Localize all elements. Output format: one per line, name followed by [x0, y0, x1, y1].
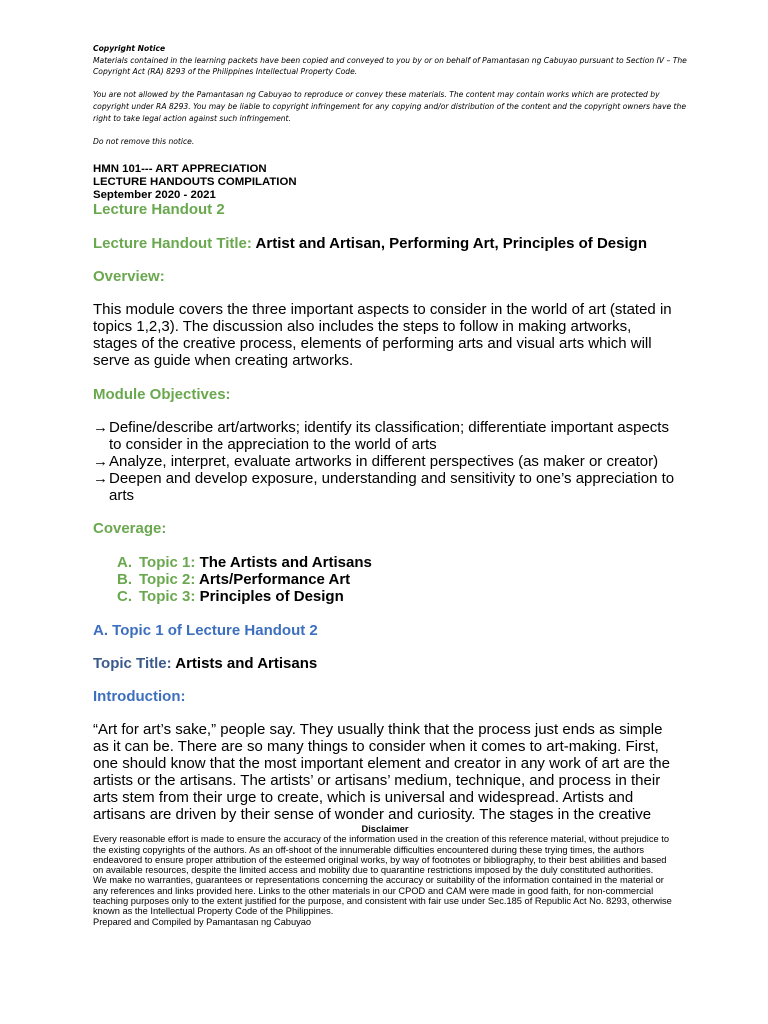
overview-text [93, 301, 678, 369]
arrow-icon: → [93, 453, 108, 470]
coverage-heading: Coverage: [93, 520, 167, 537]
coverage-item: B. Topic 2: Arts/Performance Art [117, 571, 351, 588]
arrow-icon: → [93, 470, 108, 487]
coverage-item: A. Topic 1: The Artists and Artisans [117, 554, 372, 571]
disclaimer-paragraph-2: We make no warranties, guarantees or representations concerning the accuracy or suitability of the information contained in the material or any references and links provided here. Links to the other materials in our CPOD and CAM were made in good faith, for non-commercial teaching purposes only to the extent justified for the purpose, and consistent with fair use under Sec.185 of Republic Act No. 8293, otherwise known as the Intellectual Property Code of the Philippines. [93, 875, 672, 917]
objective-item: →Define/describe art/artworks; identify its classification; differentiate important aspects to consider in the appreciation to the world of arts [93, 419, 669, 453]
introduction-text [93, 721, 678, 823]
disclaimer-title: Disclaimer [361, 824, 409, 834]
copyright-title: Copyright Notice [93, 44, 166, 53]
objectives-heading: Module Objectives: [93, 386, 231, 403]
copyright-paragraph-1: Materials contained in the learning packets have been copied and conveyed to you by or on behalf of Pamantasan ng Cabuyao pursuant to Section IV – The Copyright Act (RA) 8293 of the Philippines Intellectual Property Code. [93, 55, 687, 77]
copyright-paragraph-2: You are not allowed by the Pamantasan ng Cabuyao to reproduce or convey these materials. The content may contain works which are protected by copyright under RA 8293. You may be liable to copyright infringement for any copying and/or distribution of the content and the copyright owners have the right to take legal action against such infringement. [93, 90, 686, 123]
introduction-heading: Introduction: [93, 688, 186, 705]
course-compilation: LECTURE HANDOUTS COMPILATION [93, 176, 297, 188]
arrow-icon: → [93, 419, 108, 436]
overview-paragraph: This module covers the three important aspects to consider in the world of art (stated in topics 1,2,3). The discussion also includes the steps to follow in making artworks, stages of the creative process, elements of performing arts and visual arts which will serve as guide when creating artworks. [93, 301, 672, 369]
disclaimer-prepared: Prepared and Compiled by Pamantasan ng Cabuyao [93, 916, 312, 927]
introduction-paragraph: “Art for art’s sake,” people say. They usually think that the process just ends as simple as it can be. There are so many things to consider when it comes to art-making. First, one should know that the most important element and creator in any work of art are the artists or the artisans. The artists’ or artisans’ medium, technique, and process in their arts stem from their urge to create, which is universal and widespread. Artists and artisans are driven by their sense of wonder and curiosity. The stages in the creative [93, 721, 670, 823]
handout-label: Lecture Handout 2 [93, 201, 225, 218]
course-header [93, 163, 297, 202]
objective-item: →Analyze, interpret, evaluate artworks in different perspectives (as maker or creator) [93, 453, 659, 470]
course-code: HMN 101--- ART APPRECIATION [93, 163, 267, 175]
coverage-item: C. Topic 3: Principles of Design [117, 588, 344, 605]
topic-title-value: Artists and Artisans [175, 655, 318, 672]
handout-title-value: Artist and Artisan, Performing Art, Principles of Design [255, 235, 647, 252]
copyright-notice [93, 43, 693, 147]
topic-title-label: Topic Title: [93, 655, 172, 672]
disclaimer-paragraph-1: Every reasonable effort is made to ensure the accuracy of the information used in the creation of this reference material, without prejudice to the existing copyrights of the authors. As an off-shoot of the innumerable difficulties encountered during these trying times, the authors endeavored to ensure proper attribution of the esteemed original works, by way of footnotes or bibliography, to their best abilities and based on available resources, despite the limited access and mobility due to quarantine restrictions imposed by the duly constituted authorities. [93, 834, 670, 876]
coverage-list [117, 554, 372, 605]
course-term: September 2020 - 2021 [93, 189, 216, 201]
handout-title-line [93, 235, 647, 252]
handout-title-label: Lecture Handout Title: [93, 235, 252, 252]
topic-title-line [93, 655, 317, 672]
overview-heading: Overview: [93, 268, 165, 285]
copyright-paragraph-3: Do not remove this notice. [93, 136, 195, 146]
topic-heading: A. Topic 1 of Lecture Handout 2 [93, 622, 318, 639]
objectives-list [93, 419, 683, 504]
objective-item: →Deepen and develop exposure, understanding and sensitivity to one’s appreciation to arts [93, 470, 675, 504]
disclaimer-block [93, 824, 677, 927]
